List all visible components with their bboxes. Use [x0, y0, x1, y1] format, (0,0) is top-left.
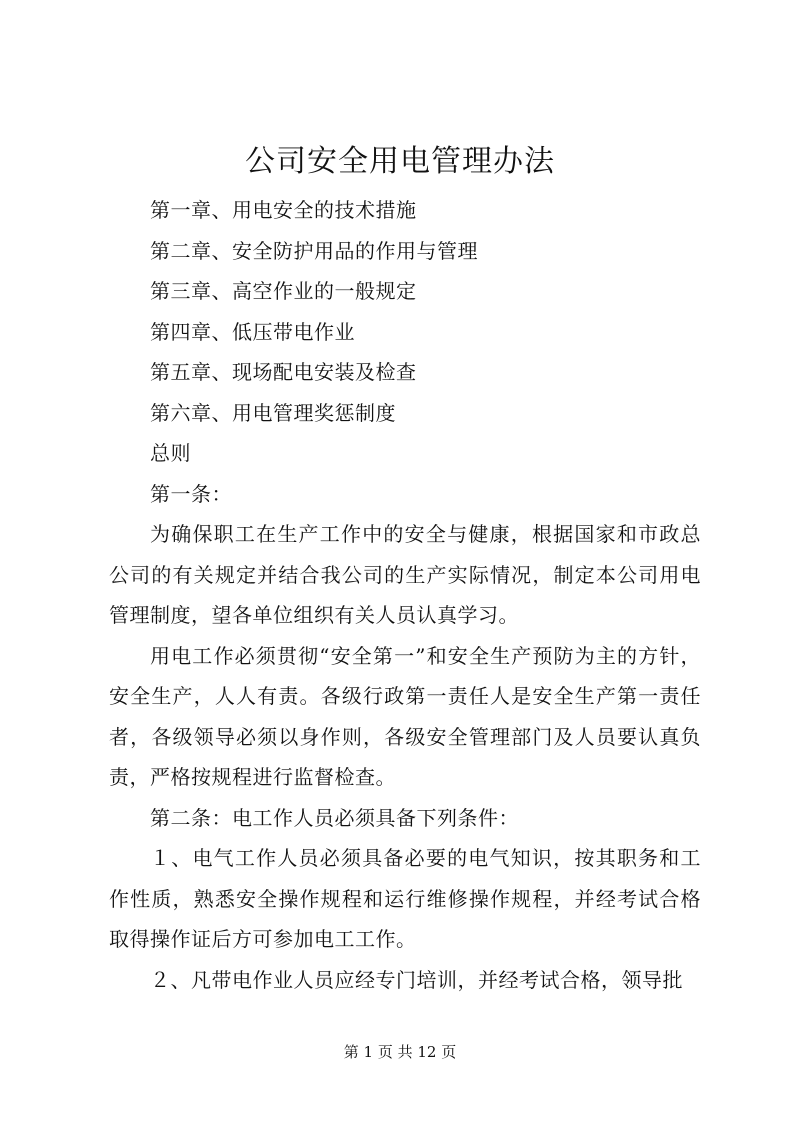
chapter-item-2: 第二章、安全防护用品的作用与管理 — [150, 238, 478, 263]
chapter-item-3: 第三章、高空作业的一般规定 — [150, 279, 417, 303]
paragraph-item-1: １、电气工作人员必须具备必要的电气知识，按其职务和工作性质，熟悉安全操作规程和运行维修操作规程，并经考试合格取得操作证后方可参加电工工作。 — [109, 846, 701, 951]
chapter-item-4: 第四章、低压带电作业 — [150, 319, 355, 344]
chapter-item-5: 第五章、现场配电安装及检查 — [150, 360, 417, 384]
article-heading-2: 第二条：电工作人员必须具备下列条件： — [150, 805, 519, 830]
body-text — [109, 514, 701, 1000]
paragraph-item-2: ２、凡带电作业人员应经专门培训，并经考试合格，领导批 — [150, 967, 683, 992]
chapter-item-6: 第六章、用电管理奖惩制度 — [150, 400, 396, 425]
paragraph-policy: 用电工作必须贯彻“安全第一”和安全生产预防为主的方针，安全生产，人人有责。各级行政第一责任人是安全生产第一责任者，各级领导必须以身作则，各级安全管理部门及人员要认真负责，严格按规程进行监督检查。 — [109, 643, 701, 789]
chapter-list — [150, 190, 710, 514]
article-heading-1: 第一条： — [150, 481, 232, 506]
document-title: 公司安全用电管理办法 — [245, 144, 555, 179]
chapter-item-1: 第一章、用电安全的技术措施 — [150, 198, 417, 222]
section-heading-general: 总则 — [150, 441, 191, 465]
paragraph-purpose: 为确保职工在生产工作中的安全与健康，根据国家和市政总公司的有关规定并结合我公司的生产实际情况，制定本公司用电管理制度，望各单位组织有关人员认真学习。 — [109, 522, 701, 627]
page-number: 第 1 页 共 12 页 — [343, 1043, 457, 1061]
